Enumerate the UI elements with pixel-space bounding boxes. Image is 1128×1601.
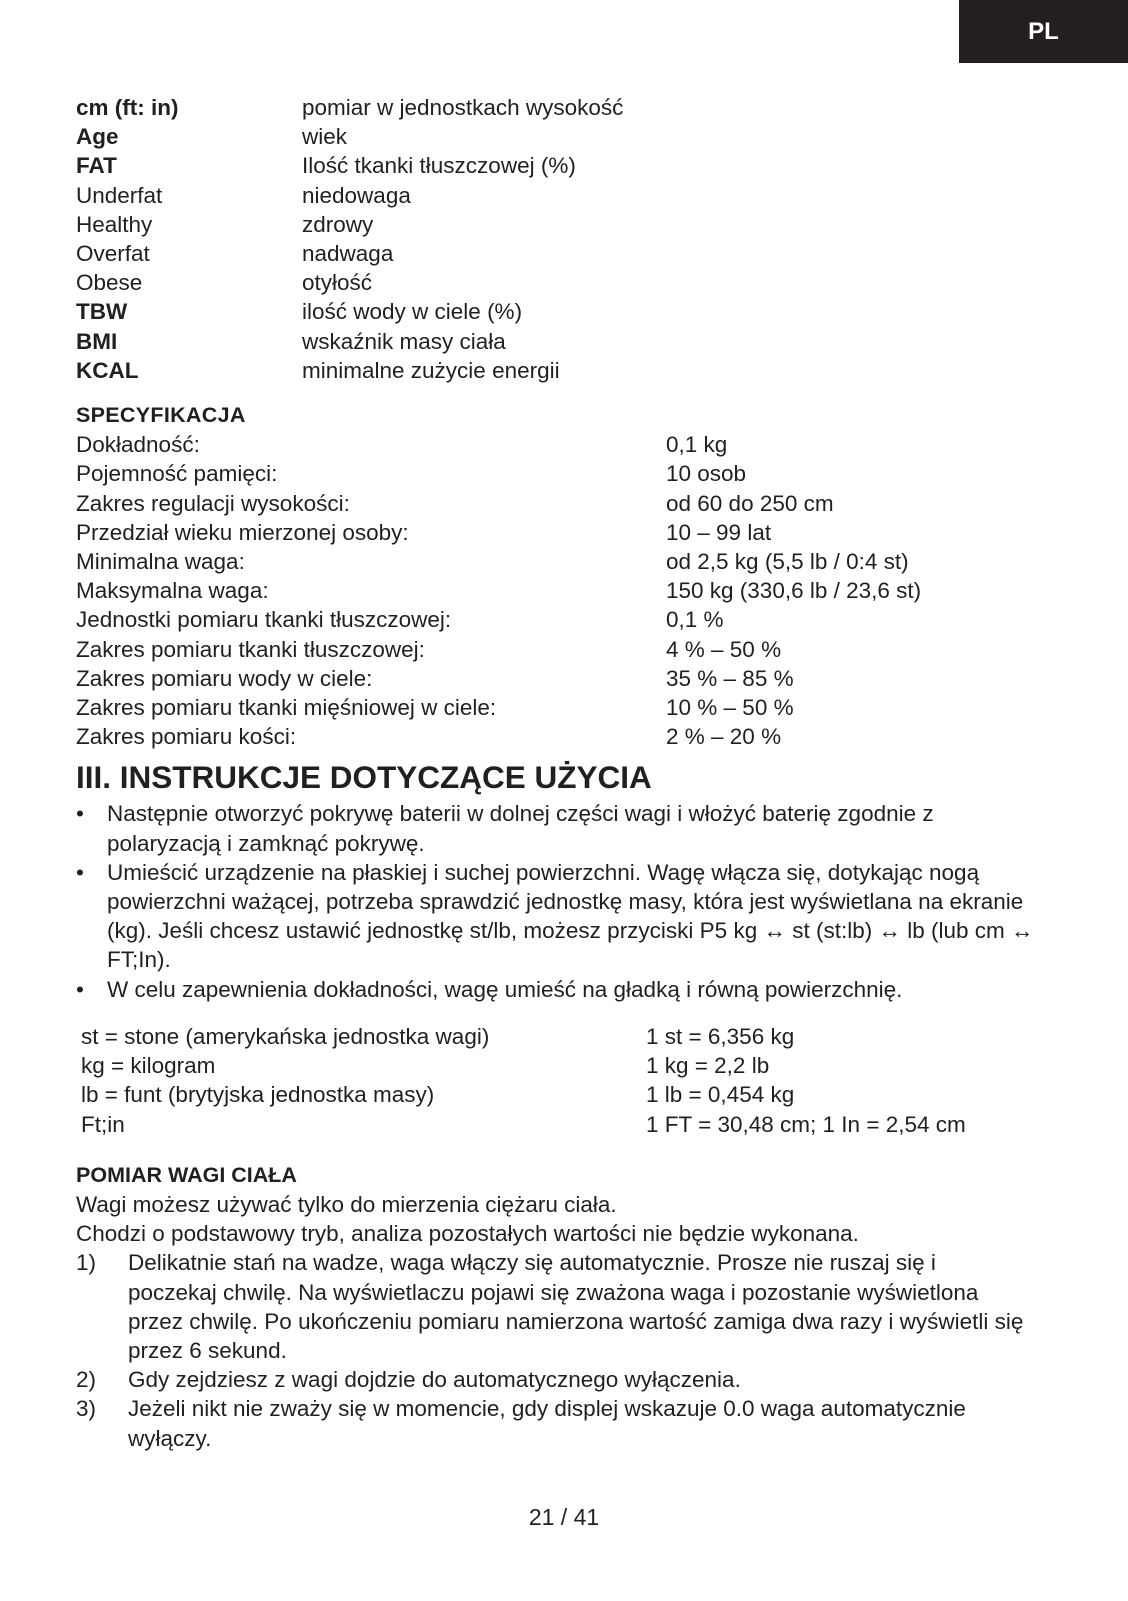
glossary bbox=[76, 93, 1056, 385]
unit-conversion: 1 FT = 30,48 cm; 1 In = 2,54 cm bbox=[646, 1111, 966, 1137]
glossary-term: FAT bbox=[76, 153, 117, 179]
spec-value: 150 kg (330,6 lb / 23,6 st) bbox=[666, 578, 922, 604]
bullet-mark: • bbox=[76, 859, 84, 885]
glossary-def: nadwaga bbox=[302, 241, 394, 267]
spec-value: 10 – 99 lat bbox=[666, 519, 772, 545]
spec-row bbox=[76, 430, 1056, 459]
glossary-term: Overfat bbox=[76, 241, 150, 267]
language-tab: PL bbox=[959, 0, 1128, 63]
glossary-term: Underfat bbox=[76, 182, 163, 208]
spec-row bbox=[76, 459, 1056, 488]
step-text: Gdy zejdziesz z wagi dojdzie do automatycznego wyłączenia. bbox=[128, 1367, 741, 1393]
page-number: 21 / 41 bbox=[528, 1504, 600, 1530]
weighing-intro-line: Chodzi o podstawowy tryb, analiza pozostałych wartości nie będzie wykonana. bbox=[76, 1221, 859, 1247]
glossary-term: BMI bbox=[76, 328, 118, 354]
list-item bbox=[76, 1394, 1056, 1452]
glossary-def: Ilość tkanki tłuszczowej (%) bbox=[302, 153, 576, 179]
list-item bbox=[76, 1365, 1056, 1394]
glossary-def: zdrowy bbox=[302, 211, 374, 237]
unit-conversion: 1 st = 6,356 kg bbox=[646, 1023, 795, 1049]
glossary-row bbox=[76, 181, 1056, 210]
bullet-mark: • bbox=[76, 976, 84, 1002]
glossary-def: minimalne zużycie energii bbox=[302, 357, 560, 383]
glossary-term: KCAL bbox=[76, 357, 139, 383]
spec-row bbox=[76, 576, 1056, 605]
spec-row bbox=[76, 635, 1056, 664]
spec-label: Zakres pomiaru wody w ciele: bbox=[76, 665, 373, 691]
step-text: Delikatnie stań na wadze, waga włączy się automatycznie. Prosze nie ruszaj się i poczekaj chwilę. Na wyświetlaczu pojawi się zważona waga i pozostanie wyświetlona przez chwilę. Po ukończeniu pomiaru namierzona wartość zamiga dwa razy i wyświetli się przez 6 sekund. bbox=[128, 1250, 1024, 1363]
spec-label: Zakres pomiaru tkanki mięśniowej w ciele: bbox=[76, 695, 497, 721]
spec-value: 4 % – 50 % bbox=[666, 636, 782, 662]
bullet-text: Umieścić urządzenie na płaskiej i suchej powierzchni. Wagę włącza się, dotykając nogą powierzchni ważącej, potrzeba sprawdzić jednostkę masy, która jest wyświetlana na ekranie (kg). Jeśli chcesz ustawić jednostkę st/lb, możesz przyciski P5 kg ↔ st (st:lb) ↔ lb (lub cm ↔ FT;In). bbox=[107, 859, 1034, 973]
glossary-term: Age bbox=[76, 124, 119, 150]
bullet-text: W celu zapewnienia dokładności, wagę umieść na gładką i równą powierzchnię. bbox=[107, 976, 903, 1002]
unit-row bbox=[81, 1080, 1056, 1109]
spec-row bbox=[76, 547, 1056, 576]
spec-label: Zakres pomiaru kości: bbox=[76, 724, 297, 750]
step-number: 1) bbox=[76, 1250, 97, 1276]
unit-name: st = stone (amerykańska jednostka wagi) bbox=[81, 1023, 490, 1049]
unit-row bbox=[81, 1022, 1056, 1051]
spec-label: Zakres pomiaru tkanki tłuszczowej: bbox=[76, 636, 425, 662]
glossary-row bbox=[76, 122, 1056, 151]
glossary-def: niedowaga bbox=[302, 182, 411, 208]
unit-name: lb = funt (brytyjska jednostka masy) bbox=[81, 1082, 435, 1108]
glossary-row bbox=[76, 239, 1056, 268]
weighing-title: POMIAR WAGI CIAŁA bbox=[76, 1162, 297, 1187]
spec-value: 10 osob bbox=[666, 461, 747, 487]
page-content bbox=[76, 93, 1056, 1453]
glossary-row bbox=[76, 210, 1056, 239]
spec-row bbox=[76, 664, 1056, 693]
spec-row bbox=[76, 518, 1056, 547]
unit-name: kg = kilogram bbox=[81, 1053, 216, 1079]
spec-label: Minimalna waga: bbox=[76, 549, 245, 575]
unit-conversion: 1 lb = 0,454 kg bbox=[646, 1082, 795, 1108]
spec-table bbox=[76, 430, 1056, 751]
section-heading: III. INSTRUKCJE DOTYCZĄCE UŻYCIA bbox=[76, 759, 652, 796]
spec-row bbox=[76, 605, 1056, 634]
glossary-def: ilość wody w ciele (%) bbox=[302, 299, 523, 325]
spec-label: Dokładność: bbox=[76, 432, 200, 458]
glossary-term: Healthy bbox=[76, 211, 153, 237]
instruction-list bbox=[76, 799, 1056, 1003]
glossary-def: wskaźnik masy ciała bbox=[302, 328, 506, 354]
list-item bbox=[76, 1248, 1056, 1365]
spec-value: 35 % – 85 % bbox=[666, 665, 794, 691]
weighing-steps bbox=[76, 1248, 1056, 1452]
list-item bbox=[76, 975, 1056, 1004]
spec-label: Pojemność pamięci: bbox=[76, 461, 278, 487]
glossary-def: wiek bbox=[302, 124, 348, 150]
spec-row bbox=[76, 693, 1056, 722]
weighing-intro-line: Wagi możesz używać tylko do mierzenia ciężaru ciała. bbox=[76, 1191, 617, 1217]
glossary-def: pomiar w jednostkach wysokość bbox=[302, 95, 624, 120]
spec-label: Jednostki pomiaru tkanki tłuszczowej: bbox=[76, 607, 452, 633]
spec-label: Zakres regulacji wysokości: bbox=[76, 490, 350, 516]
spec-row bbox=[76, 489, 1056, 518]
step-number: 3) bbox=[76, 1396, 97, 1422]
unit-row bbox=[81, 1110, 1056, 1139]
list-item bbox=[76, 858, 1056, 975]
glossary-row bbox=[76, 268, 1056, 297]
spec-label: Przedział wieku mierzonej osoby: bbox=[76, 519, 409, 545]
unit-row bbox=[81, 1051, 1056, 1080]
unit-conversion: 1 kg = 2,2 lb bbox=[646, 1053, 770, 1079]
spec-title: SPECYFIKACJA bbox=[76, 403, 246, 428]
glossary-term: TBW bbox=[76, 299, 128, 325]
glossary-row bbox=[76, 93, 1056, 122]
step-number: 2) bbox=[76, 1367, 97, 1393]
glossary-row bbox=[76, 356, 1056, 385]
bullet-text: Następnie otworzyć pokrywę baterii w dolnej części wagi i włożyć baterię zgodnie z polaryzacją i zamknąć pokrywę. bbox=[107, 801, 934, 856]
glossary-def: otyłość bbox=[302, 270, 373, 296]
unit-name: Ft;in bbox=[81, 1111, 125, 1137]
step-text: Jeżeli nikt nie zważy się w momencie, gdy displej wskazuje 0.0 waga automatycznie wyłączy. bbox=[128, 1396, 966, 1451]
glossary-row bbox=[76, 327, 1056, 356]
spec-label: Maksymalna waga: bbox=[76, 578, 269, 604]
spec-value: od 60 do 250 cm bbox=[666, 490, 834, 516]
glossary-row bbox=[76, 297, 1056, 326]
bullet-mark: • bbox=[76, 801, 84, 827]
glossary-row bbox=[76, 151, 1056, 180]
spec-value: 0,1 % bbox=[666, 607, 724, 633]
spec-value: 0,1 kg bbox=[666, 432, 728, 458]
units-table bbox=[81, 1022, 1056, 1139]
list-item bbox=[76, 799, 1056, 857]
spec-row bbox=[76, 722, 1056, 751]
spec-value: 2 % – 20 % bbox=[666, 724, 782, 750]
glossary-term: cm (ft: in) bbox=[76, 95, 179, 120]
glossary-term: Obese bbox=[76, 270, 143, 296]
spec-value: 10 % – 50 % bbox=[666, 695, 794, 721]
spec-value: od 2,5 kg (5,5 lb / 0:4 st) bbox=[666, 549, 909, 575]
